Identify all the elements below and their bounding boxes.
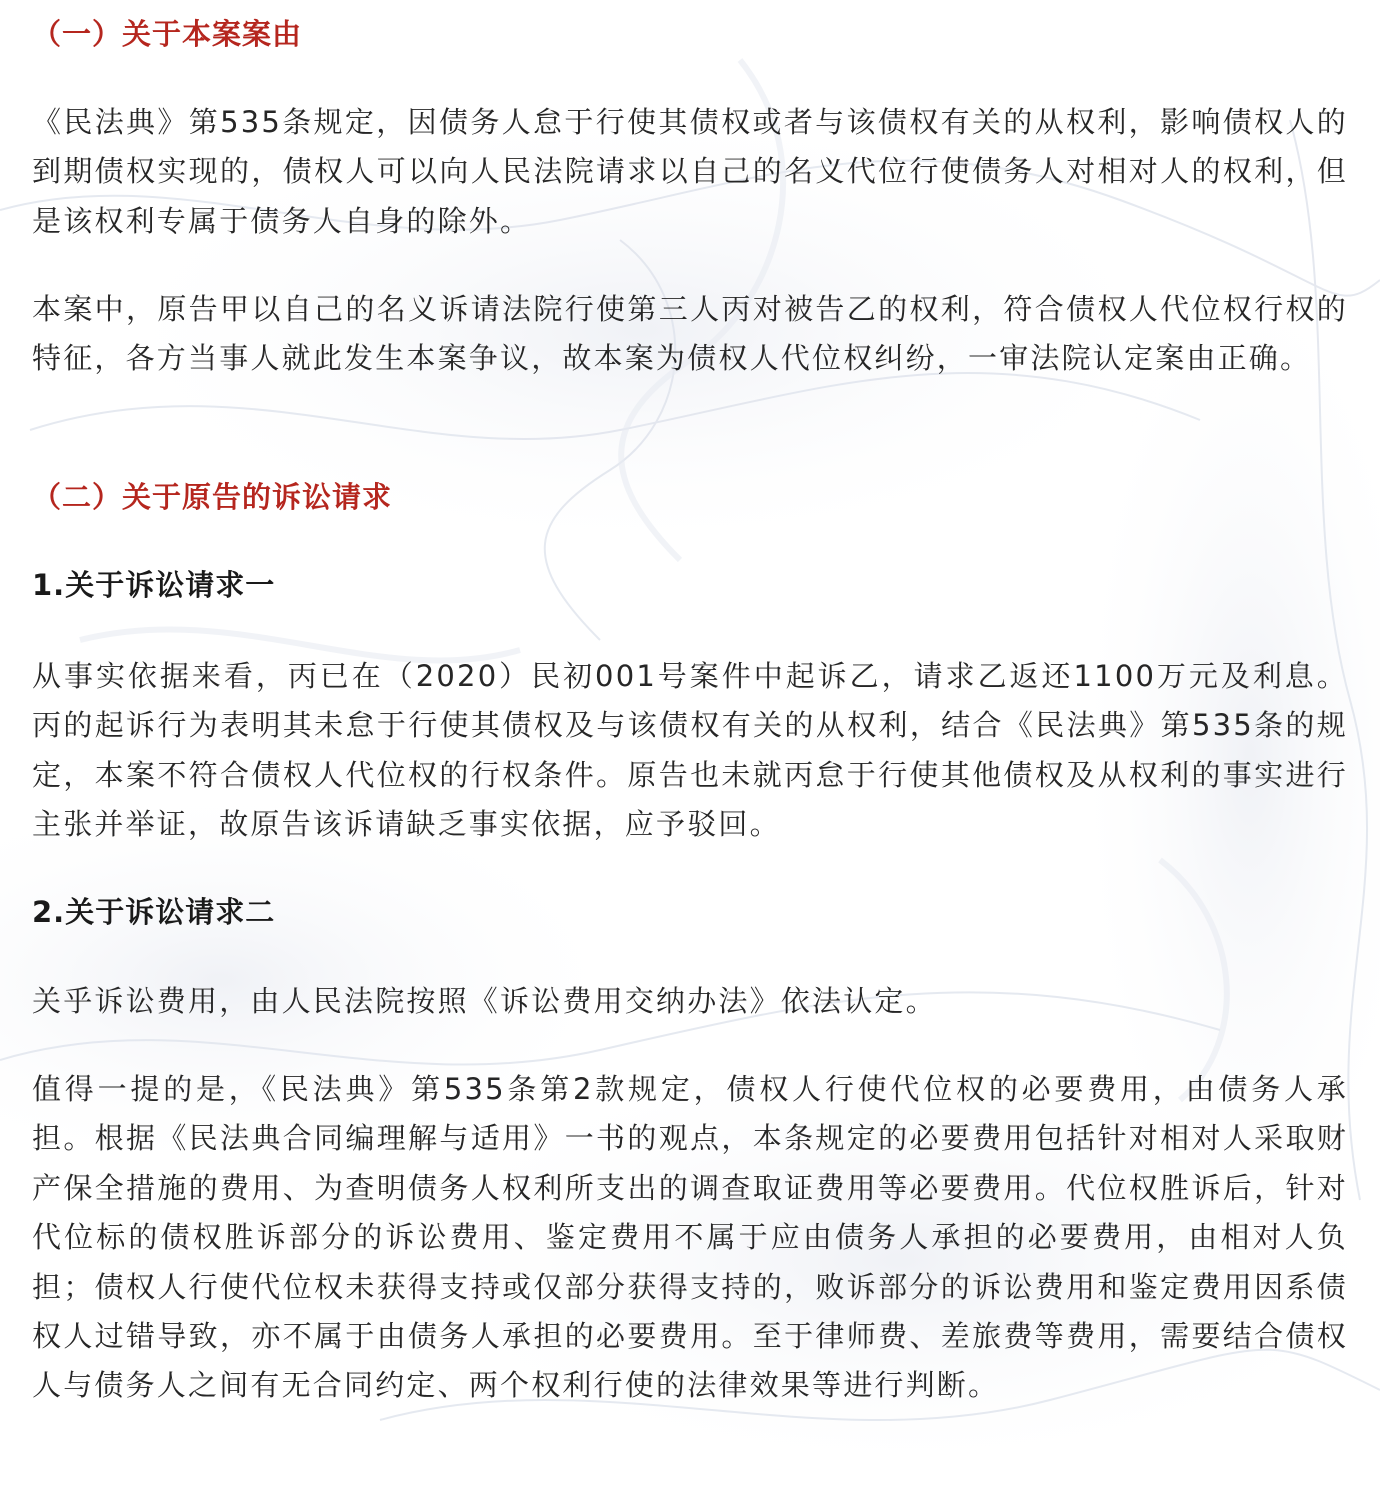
- paragraph-case-analysis: 本案中，原告甲以自己的名义诉请法院行使第三人丙对被告乙的权利，符合债权人代位权行权的特征，各方当事人就此发生本案争议，故本案为债权人代位权纠纷，一审法院认定案由正确。: [32, 292, 1348, 376]
- section-heading-case-cause: （一）关于本案案由: [32, 17, 303, 51]
- sub-heading-claim-one: 1.关于诉讼请求一: [32, 568, 276, 602]
- paragraph-necessary-expenses: 值得一提的是，《民法典》第535条第2款规定，债权人行使代位权的必要费用，由债务人承担。根据《民法典合同编理解与适用》一书的观点，本条规定的必要费用包括针对相对人采取财产保全措施的费用、为查明债务人权利所支出的调查取证费用等必要费用。代位权胜诉后，针对代位标的债权胜诉部分的诉讼费用、鉴定费用不属于应由债务人承担的必要费用，由相对人负担；债权人行使代位权未获得支持或仅部分获得支持的，败诉部分的诉讼费用和鉴定费用因系债权人过错导致，亦不属于由债务人承担的必要费用。至于律师费、差旅费等费用，需要结合债权人与债务人之间有无合同约定、两个权利行使的法律效果等进行判断。: [32, 1072, 1348, 1403]
- paragraph-civil-code-535: 《民法典》第535条规定，因债务人怠于行使其债权或者与该债权有关的从权利，影响债权人的到期债权实现的，债权人可以向人民法院请求以自己的名义代位行使债务人对相对人的权利，但是该权利专属于债务人自身的除外。: [32, 105, 1348, 238]
- paragraph-claim-one: 从事实依据来看，丙已在（2020）民初001号案件中起诉乙，请求乙返还1100万元及利息。丙的起诉行为表明其未怠于行使其债权及与该债权有关的从权利，结合《民法典》第535条的规定，本案不符合债权人代位权的行权条件。原告也未就丙怠于行使其他债权及从权利的事实进行主张并举证，故原告该诉请缺乏事实依据，应予驳回。: [32, 659, 1348, 842]
- sub-heading-claim-two: 2.关于诉讼请求二: [32, 895, 276, 929]
- paragraph-litigation-fees: 关乎诉讼费用，由人民法院按照《诉讼费用交纳办法》依法认定。: [32, 984, 937, 1018]
- section-heading-plaintiff-claims: （二）关于原告的诉讼请求: [32, 480, 393, 514]
